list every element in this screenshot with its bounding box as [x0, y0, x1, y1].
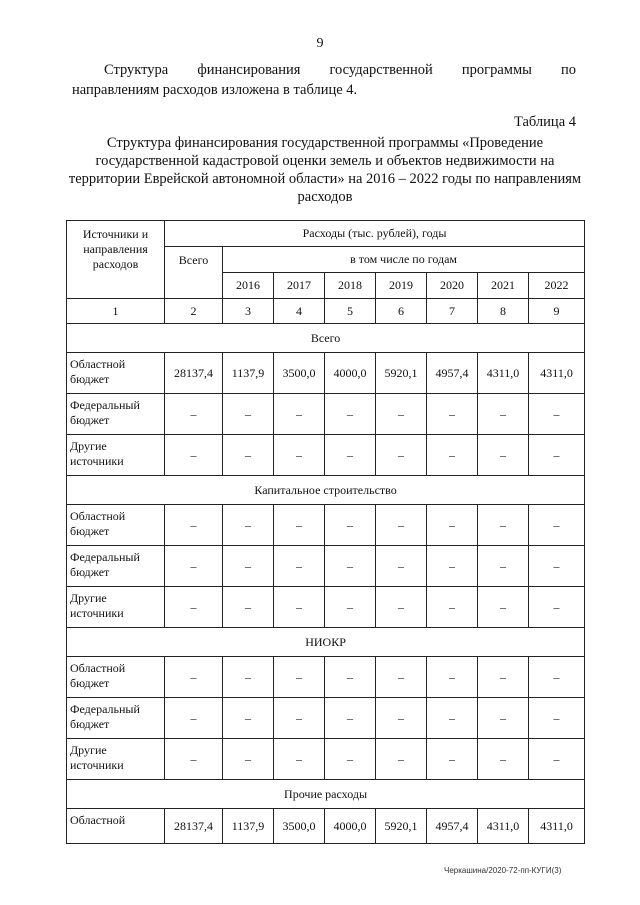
footer-code: Черкашина/2020-72-пп-КУГИ(3)	[444, 866, 562, 875]
cell-year-value: –	[478, 505, 529, 546]
row-label: Федеральный бюджет	[67, 394, 165, 435]
table-row	[67, 698, 585, 739]
cell-year-value: –	[223, 505, 274, 546]
cell-total: –	[165, 435, 223, 476]
cell-year-value: –	[274, 657, 325, 698]
cell-year-value: –	[376, 394, 427, 435]
cell-year-value: 3500,0	[274, 353, 325, 394]
column-number: 5	[325, 299, 376, 324]
intro-word: программы	[461, 62, 532, 78]
cell-year-value: –	[274, 505, 325, 546]
cell-year-value: –	[478, 394, 529, 435]
cell-year-value: –	[478, 435, 529, 476]
column-number: 9	[529, 299, 585, 324]
cell-year-value: 1137,9	[223, 353, 274, 394]
cell-year-value: –	[325, 546, 376, 587]
cell-year-value: –	[478, 739, 529, 780]
table-row	[67, 809, 585, 844]
cell-year-value: –	[427, 394, 478, 435]
table-row	[67, 739, 585, 780]
table-row	[67, 657, 585, 698]
header-year: 2022	[529, 273, 585, 299]
header-total: Всего	[165, 247, 223, 299]
row-label: Областной бюджет	[67, 657, 165, 698]
header-year: 2021	[478, 273, 529, 299]
cell-year-value: –	[529, 394, 585, 435]
cell-year-value: –	[478, 587, 529, 628]
cell-year-value: 1137,9	[223, 809, 274, 844]
row-label: Областной	[67, 809, 165, 844]
column-number: 1	[67, 299, 165, 324]
section-title: НИОКР	[67, 628, 585, 657]
cell-year-value: –	[223, 394, 274, 435]
cell-year-value: –	[325, 698, 376, 739]
table-row	[67, 353, 585, 394]
header-by-years: в том числе по годам	[223, 247, 585, 273]
header-year: 2019	[376, 273, 427, 299]
cell-year-value: –	[427, 505, 478, 546]
cell-total: 28137,4	[165, 809, 223, 844]
cell-year-value: –	[325, 435, 376, 476]
budget-table	[66, 220, 585, 844]
cell-year-value: –	[427, 435, 478, 476]
column-number: 6	[376, 299, 427, 324]
cell-total: –	[165, 698, 223, 739]
cell-year-value: –	[478, 657, 529, 698]
intro-word: финансирования	[197, 62, 301, 78]
row-label: Другие источники	[67, 435, 165, 476]
cell-year-value: –	[376, 587, 427, 628]
cell-year-value: –	[274, 698, 325, 739]
row-label: Федеральный бюджет	[67, 546, 165, 587]
cell-year-value: –	[427, 739, 478, 780]
cell-year-value: –	[376, 698, 427, 739]
cell-year-value: –	[376, 657, 427, 698]
cell-year-value: –	[529, 435, 585, 476]
section-row	[67, 628, 585, 657]
row-label: Другие источники	[67, 587, 165, 628]
section-title: Прочие расходы	[67, 780, 585, 809]
cell-year-value: –	[223, 698, 274, 739]
table-row	[67, 546, 585, 587]
cell-year-value: –	[529, 505, 585, 546]
cell-year-value: –	[427, 546, 478, 587]
cell-year-value: –	[274, 546, 325, 587]
cell-year-value: 4957,4	[427, 809, 478, 844]
cell-year-value: –	[529, 698, 585, 739]
cell-year-value: –	[376, 505, 427, 546]
header-year: 2016	[223, 273, 274, 299]
section-title: Всего	[67, 324, 585, 353]
section-row	[67, 324, 585, 353]
cell-year-value: –	[325, 505, 376, 546]
cell-year-value: –	[325, 394, 376, 435]
column-number: 3	[223, 299, 274, 324]
cell-year-value: –	[376, 435, 427, 476]
row-label: Областной бюджет	[67, 505, 165, 546]
cell-total: –	[165, 657, 223, 698]
cell-year-value: –	[223, 435, 274, 476]
row-label: Другие источники	[67, 739, 165, 780]
row-label: Областной бюджет	[67, 353, 165, 394]
cell-year-value: 4000,0	[325, 353, 376, 394]
column-numbers-row	[67, 299, 585, 324]
intro-word: государственной	[329, 62, 433, 78]
cell-year-value: –	[427, 587, 478, 628]
cell-year-value: 4957,4	[427, 353, 478, 394]
table-label: Таблица 4	[513, 114, 576, 130]
cell-year-value: –	[427, 698, 478, 739]
cell-year-value: –	[223, 546, 274, 587]
cell-total: –	[165, 739, 223, 780]
cell-year-value: –	[478, 698, 529, 739]
cell-year-value: 4311,0	[478, 809, 529, 844]
intro-line-1	[72, 60, 576, 80]
page-number: 9	[316, 36, 324, 51]
cell-year-value: 4311,0	[529, 353, 585, 394]
table-row	[67, 587, 585, 628]
cell-year-value: –	[223, 657, 274, 698]
header-year: 2018	[325, 273, 376, 299]
cell-year-value: 5920,1	[376, 809, 427, 844]
cell-year-value: –	[325, 739, 376, 780]
column-number: 8	[478, 299, 529, 324]
cell-year-value: –	[427, 657, 478, 698]
cell-year-value: –	[223, 587, 274, 628]
cell-year-value: 4000,0	[325, 809, 376, 844]
intro-paragraph	[72, 60, 576, 100]
cell-total: –	[165, 587, 223, 628]
header-year: 2017	[274, 273, 325, 299]
cell-year-value: 3500,0	[274, 809, 325, 844]
cell-year-value: 4311,0	[478, 353, 529, 394]
cell-year-value: –	[529, 657, 585, 698]
column-number: 7	[427, 299, 478, 324]
cell-total: –	[165, 546, 223, 587]
cell-year-value: –	[529, 739, 585, 780]
cell-year-value: –	[274, 739, 325, 780]
cell-total: –	[165, 394, 223, 435]
header-expenses: Расходы (тыс. рублей), годы	[165, 221, 585, 247]
cell-year-value: –	[529, 587, 585, 628]
table-title: Структура финансирования государственной программы «Проведение государственной кадастровой оценки земель и объектов недвижимости на территории Еврейской автономной области» на 2016 – 2022 годы по направлениям расходов	[68, 135, 582, 205]
cell-year-value: –	[274, 394, 325, 435]
column-number: 4	[274, 299, 325, 324]
section-row	[67, 780, 585, 809]
cell-year-value: –	[274, 435, 325, 476]
cell-year-value: –	[376, 546, 427, 587]
table-row	[67, 435, 585, 476]
cell-year-value: 5920,1	[376, 353, 427, 394]
section-row	[67, 476, 585, 505]
intro-line-2: направлениям расходов изложена в таблице 4.	[72, 82, 358, 98]
cell-year-value: –	[325, 657, 376, 698]
cell-year-value: –	[529, 546, 585, 587]
cell-year-value: –	[376, 739, 427, 780]
cell-total: –	[165, 505, 223, 546]
table-row	[67, 505, 585, 546]
table-row	[67, 394, 585, 435]
header-year: 2020	[427, 273, 478, 299]
section-title: Капитальное строительство	[67, 476, 585, 505]
header-sources: Источники и направления расходов	[67, 221, 165, 299]
intro-word: Структура	[104, 62, 169, 78]
row-label: Федеральный бюджет	[67, 698, 165, 739]
cell-total: 28137,4	[165, 353, 223, 394]
cell-year-value: –	[223, 739, 274, 780]
cell-year-value: 4311,0	[529, 809, 585, 844]
cell-year-value: –	[478, 546, 529, 587]
cell-year-value: –	[274, 587, 325, 628]
column-number: 2	[165, 299, 223, 324]
intro-word: по	[560, 62, 576, 78]
cell-year-value: –	[325, 587, 376, 628]
